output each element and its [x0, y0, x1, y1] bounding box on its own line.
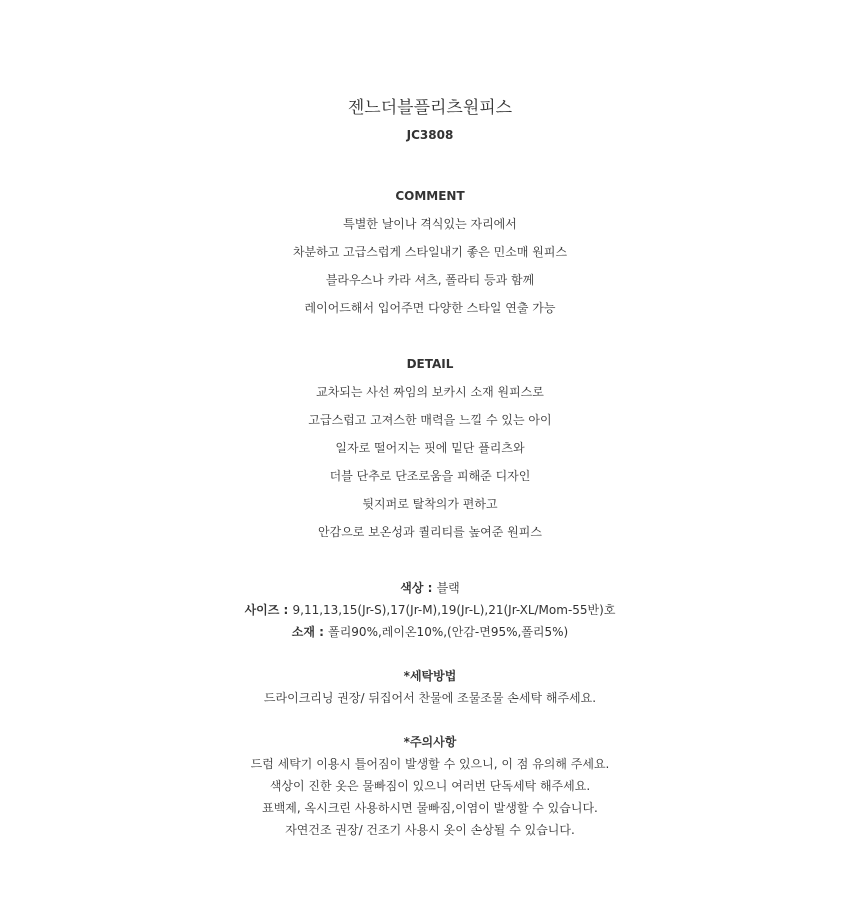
caution-line: 표백제, 옥시크린 사용하시면 물빠짐,이염이 발생할 수 있습니다. [262, 801, 598, 815]
detail-line: 일자로 떨어지는 핏에 밑단 플리츠와 [335, 441, 525, 455]
caution-line: 드럼 세탁기 이용시 틀어짐이 발생할 수 있으니, 이 점 유의해 주세요. [250, 757, 610, 771]
comment-line: 특별한 날이나 격식있는 자리에서 [343, 217, 517, 231]
color-value: 블랙 [436, 581, 460, 595]
size-label: 사이즈 : [244, 603, 293, 617]
detail-line: 뒷지퍼로 탈착의가 편하고 [362, 497, 498, 511]
material-label: 소재 : [291, 625, 329, 639]
product-code: JC3808 [406, 128, 454, 142]
detail-line: 고급스럽고 고져스한 매력을 느낄 수 있는 아이 [308, 413, 552, 427]
wash-line: 드라이크리닝 권장/ 뒤집어서 찬물에 조물조물 손세탁 해주세요. [263, 691, 597, 705]
material-spec [0, 622, 860, 642]
caution-heading: *주의사항 [403, 735, 457, 749]
color-label: 색상 : [400, 581, 437, 595]
product-title: 젠느더블플리츠원피스 [347, 98, 513, 118]
detail-line: 더블 단추로 단조로움을 피해준 디자인 [329, 469, 531, 483]
size-spec [0, 600, 860, 620]
detail-line: 교차되는 사선 짜임의 보카시 소재 원피스로 [316, 385, 544, 399]
comment-line: 차분하고 고급스럽게 스타일내기 좋은 민소매 원피스 [292, 245, 568, 259]
comment-heading: COMMENT [395, 189, 465, 203]
comment-line: 레이어드해서 입어주면 다양한 스타일 연출 가능 [304, 301, 556, 315]
color-spec [0, 578, 860, 598]
material-value: 폴리90%,레이온10%,(안감-면95%,폴리5%) [328, 625, 569, 639]
comment-line: 블라우스나 카라 셔츠, 폴라티 등과 함께 [325, 273, 535, 287]
detail-heading: DETAIL [406, 357, 454, 371]
wash-heading: *세탁방법 [403, 669, 457, 683]
caution-line: 색상이 진한 옷은 물빠짐이 있으니 여러번 단독세탁 해주세요. [269, 779, 591, 793]
detail-line: 안감으로 보온성과 퀄리티를 높여준 원피스 [318, 525, 542, 539]
size-value: 9,11,13,15(Jr-S),17(Jr-M),19(Jr-L),21(Jr-XL/Mom-55반)호 [292, 603, 616, 617]
caution-line: 자연건조 권장/ 건조기 사용시 옷이 손상될 수 있습니다. [285, 823, 575, 837]
